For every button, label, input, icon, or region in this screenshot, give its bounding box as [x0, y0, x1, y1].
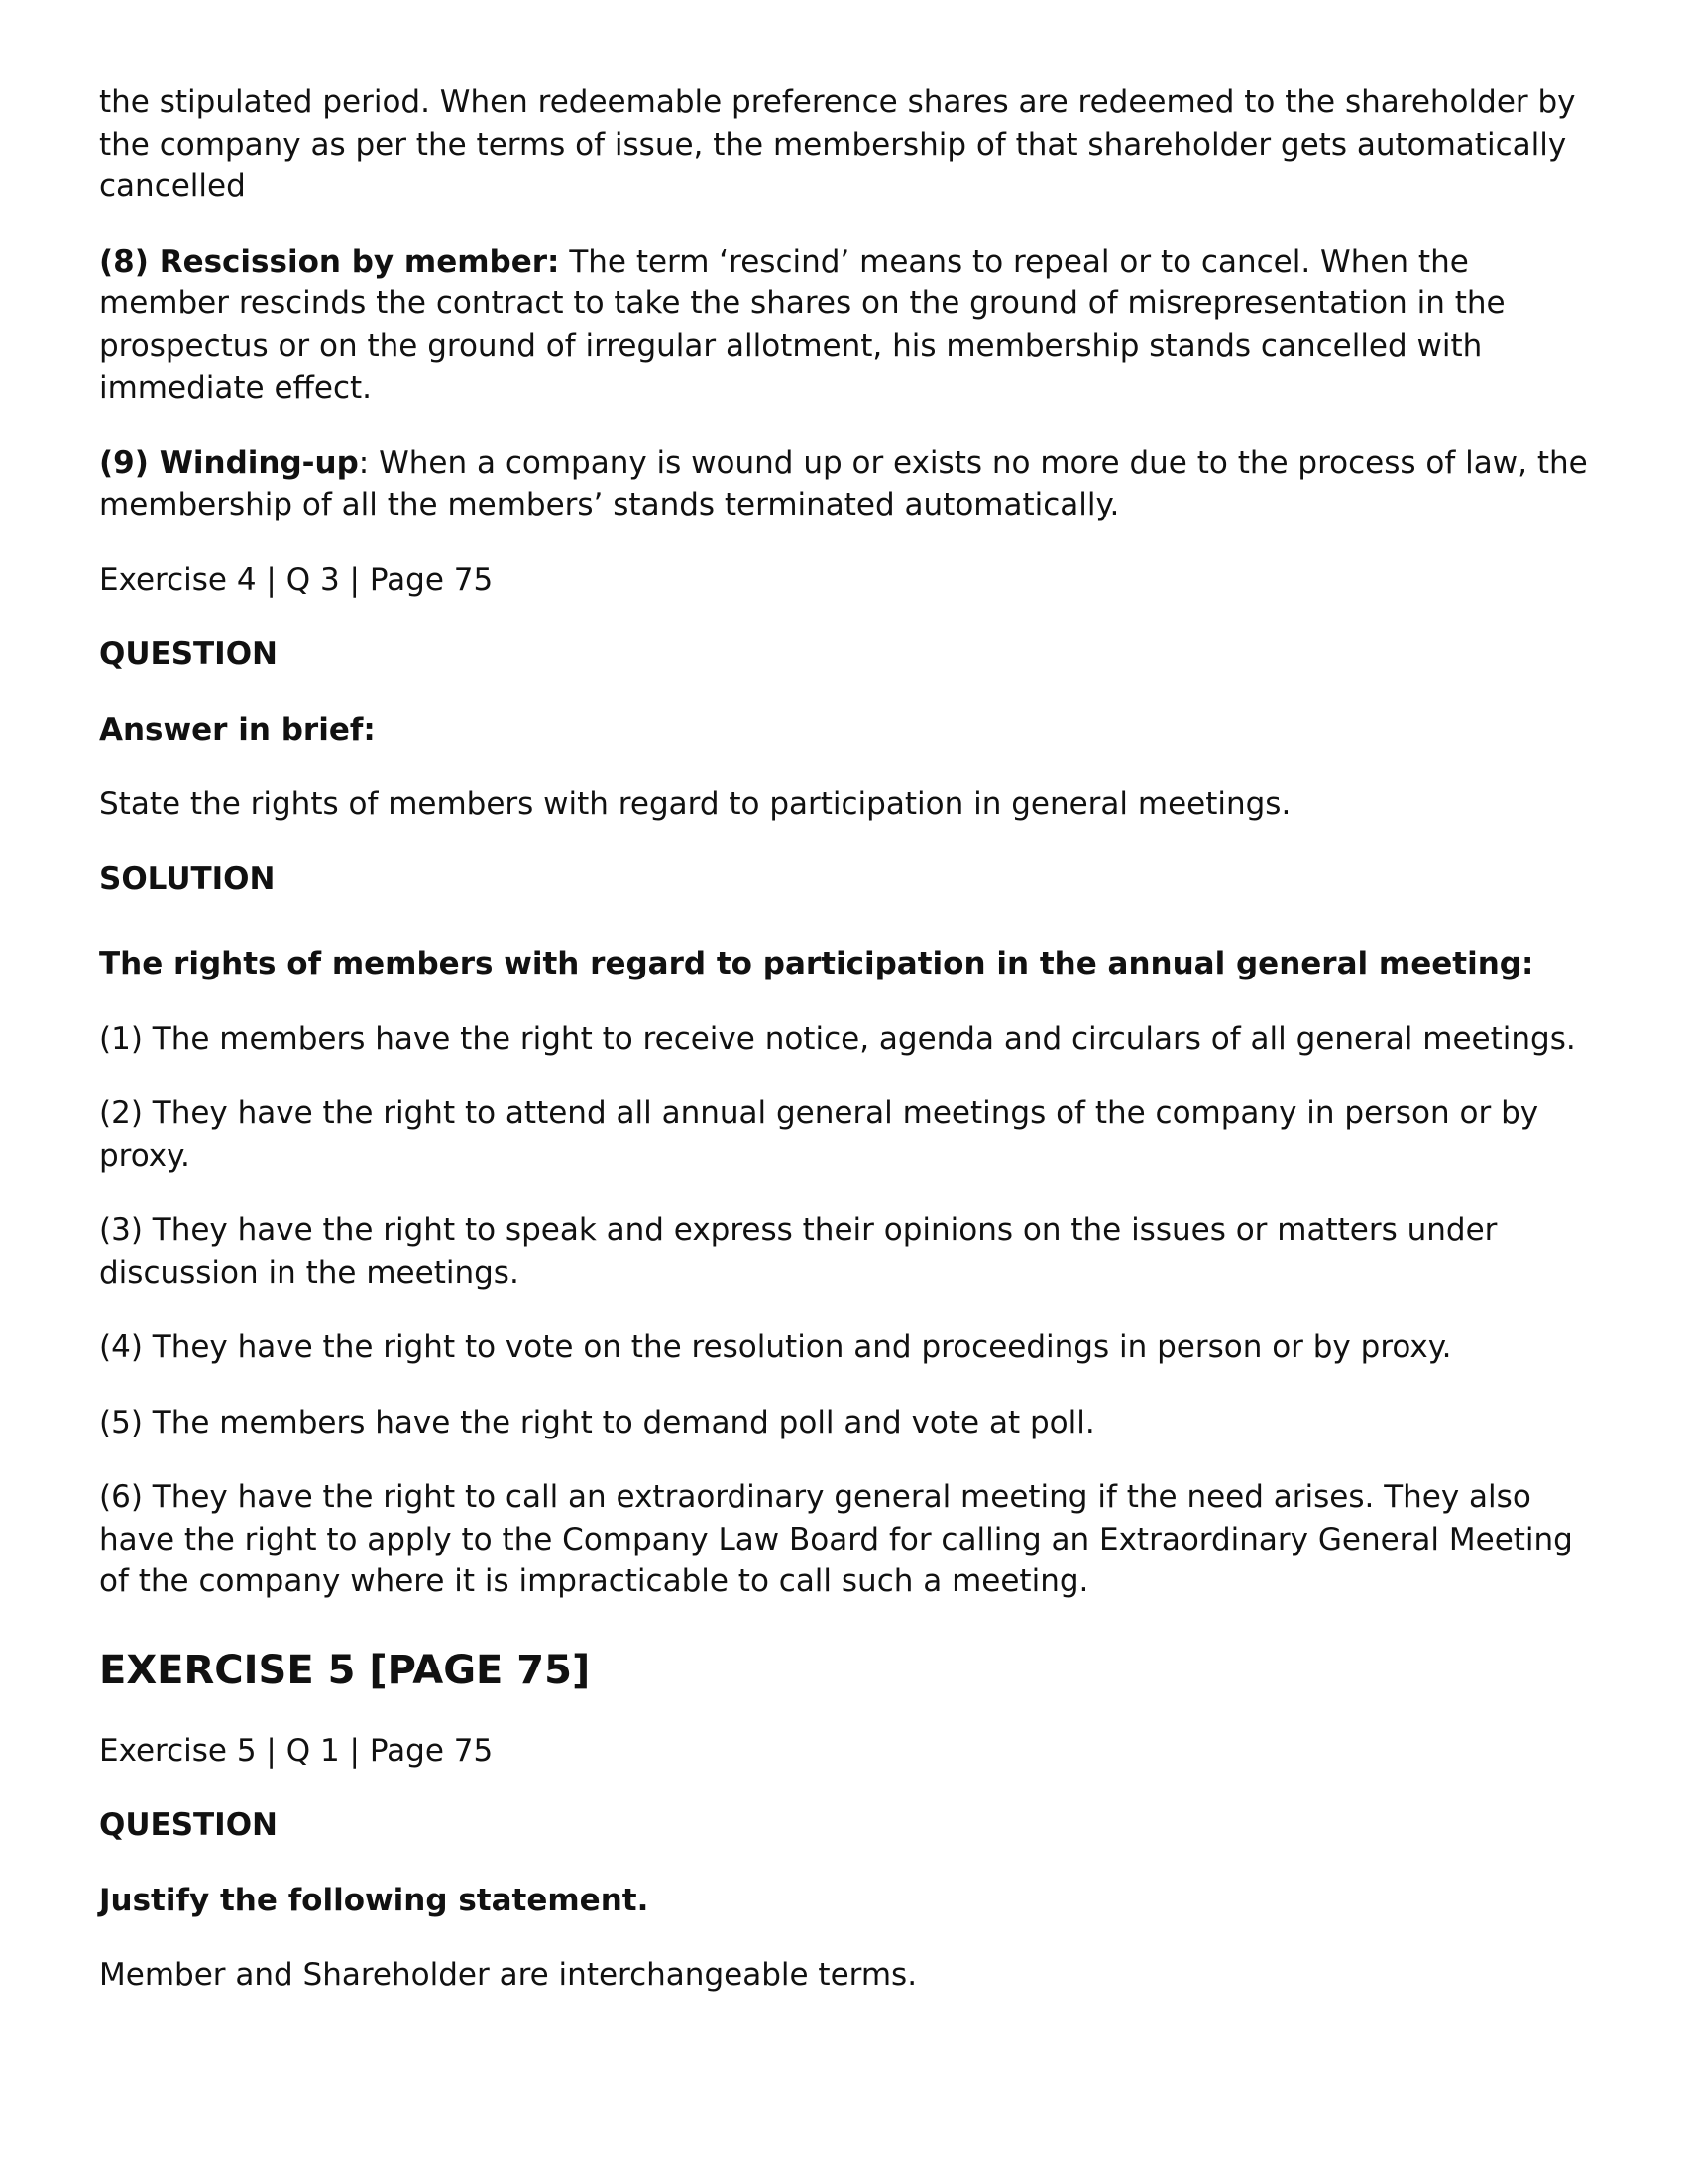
question-label: QUESTION [99, 1807, 279, 1843]
point-label: (8) Rescission by member: [99, 243, 560, 280]
point-winding-up [99, 442, 1606, 526]
point-text: : When a company is wound up or exists no more due to the process of law, the membership of all the members’ stands terminated automatically. [99, 444, 1588, 522]
question-instruction: Answer in brief: [99, 711, 376, 747]
solution-item: (3) They have the right to speak and express their opinions on the issues or matters under discussion in the meetings. [99, 1212, 1498, 1291]
question-text: State the rights of members with regard to participation in general meetings. [99, 786, 1292, 822]
question-text: Member and Shareholder are interchangeable terms. [99, 1957, 918, 1993]
solution-label: SOLUTION [99, 861, 276, 897]
point-rescission [99, 241, 1606, 409]
document-page [99, 81, 1606, 2029]
solution-item: (2) They have the right to attend all annual general meetings of the company in person or by proxy. [99, 1095, 1539, 1174]
point-text: The term ‘rescind’ means to repeal or to cancel. When the member rescinds the contract to take the shares on the ground of misrepresentation in the prospectus or on the ground of irregular allotment, his membership stands cancelled with immediate effect. [99, 243, 1506, 405]
solution-item: (4) They have the right to vote on the resolution and proceedings in person or by proxy. [99, 1329, 1452, 1365]
solution-item: (5) The members have the right to demand poll and vote at poll. [99, 1404, 1095, 1440]
solution-item: (1) The members have the right to receive notice, agenda and circulars of all general meetings. [99, 1020, 1576, 1057]
continuation-paragraph: the stipulated period. When redeemable preference shares are redeemed to the shareholder by the company as per the terms of issue, the membership of that shareholder gets automatically cancelled [99, 84, 1576, 204]
point-label: (9) Winding-up [99, 444, 359, 481]
exercise-reference: Exercise 5 | Q 1 | Page 75 [99, 1732, 494, 1769]
question-instruction: Justify the following statement. [99, 1882, 649, 1918]
question-label: QUESTION [99, 636, 279, 672]
exercise-reference: Exercise 4 | Q 3 | Page 75 [99, 561, 494, 598]
solution-heading: The rights of members with regard to participation in the annual general meeting: [99, 946, 1534, 981]
solution-item: (6) They have the right to call an extraordinary general meeting if the need arises. They also have the right to apply to the Company Law Board for calling an Extraordinary General Meeting of the company where it is impracticable to call such a meeting. [99, 1479, 1573, 1599]
exercise-heading: EXERCISE 5 [PAGE 75] [99, 1647, 591, 1693]
